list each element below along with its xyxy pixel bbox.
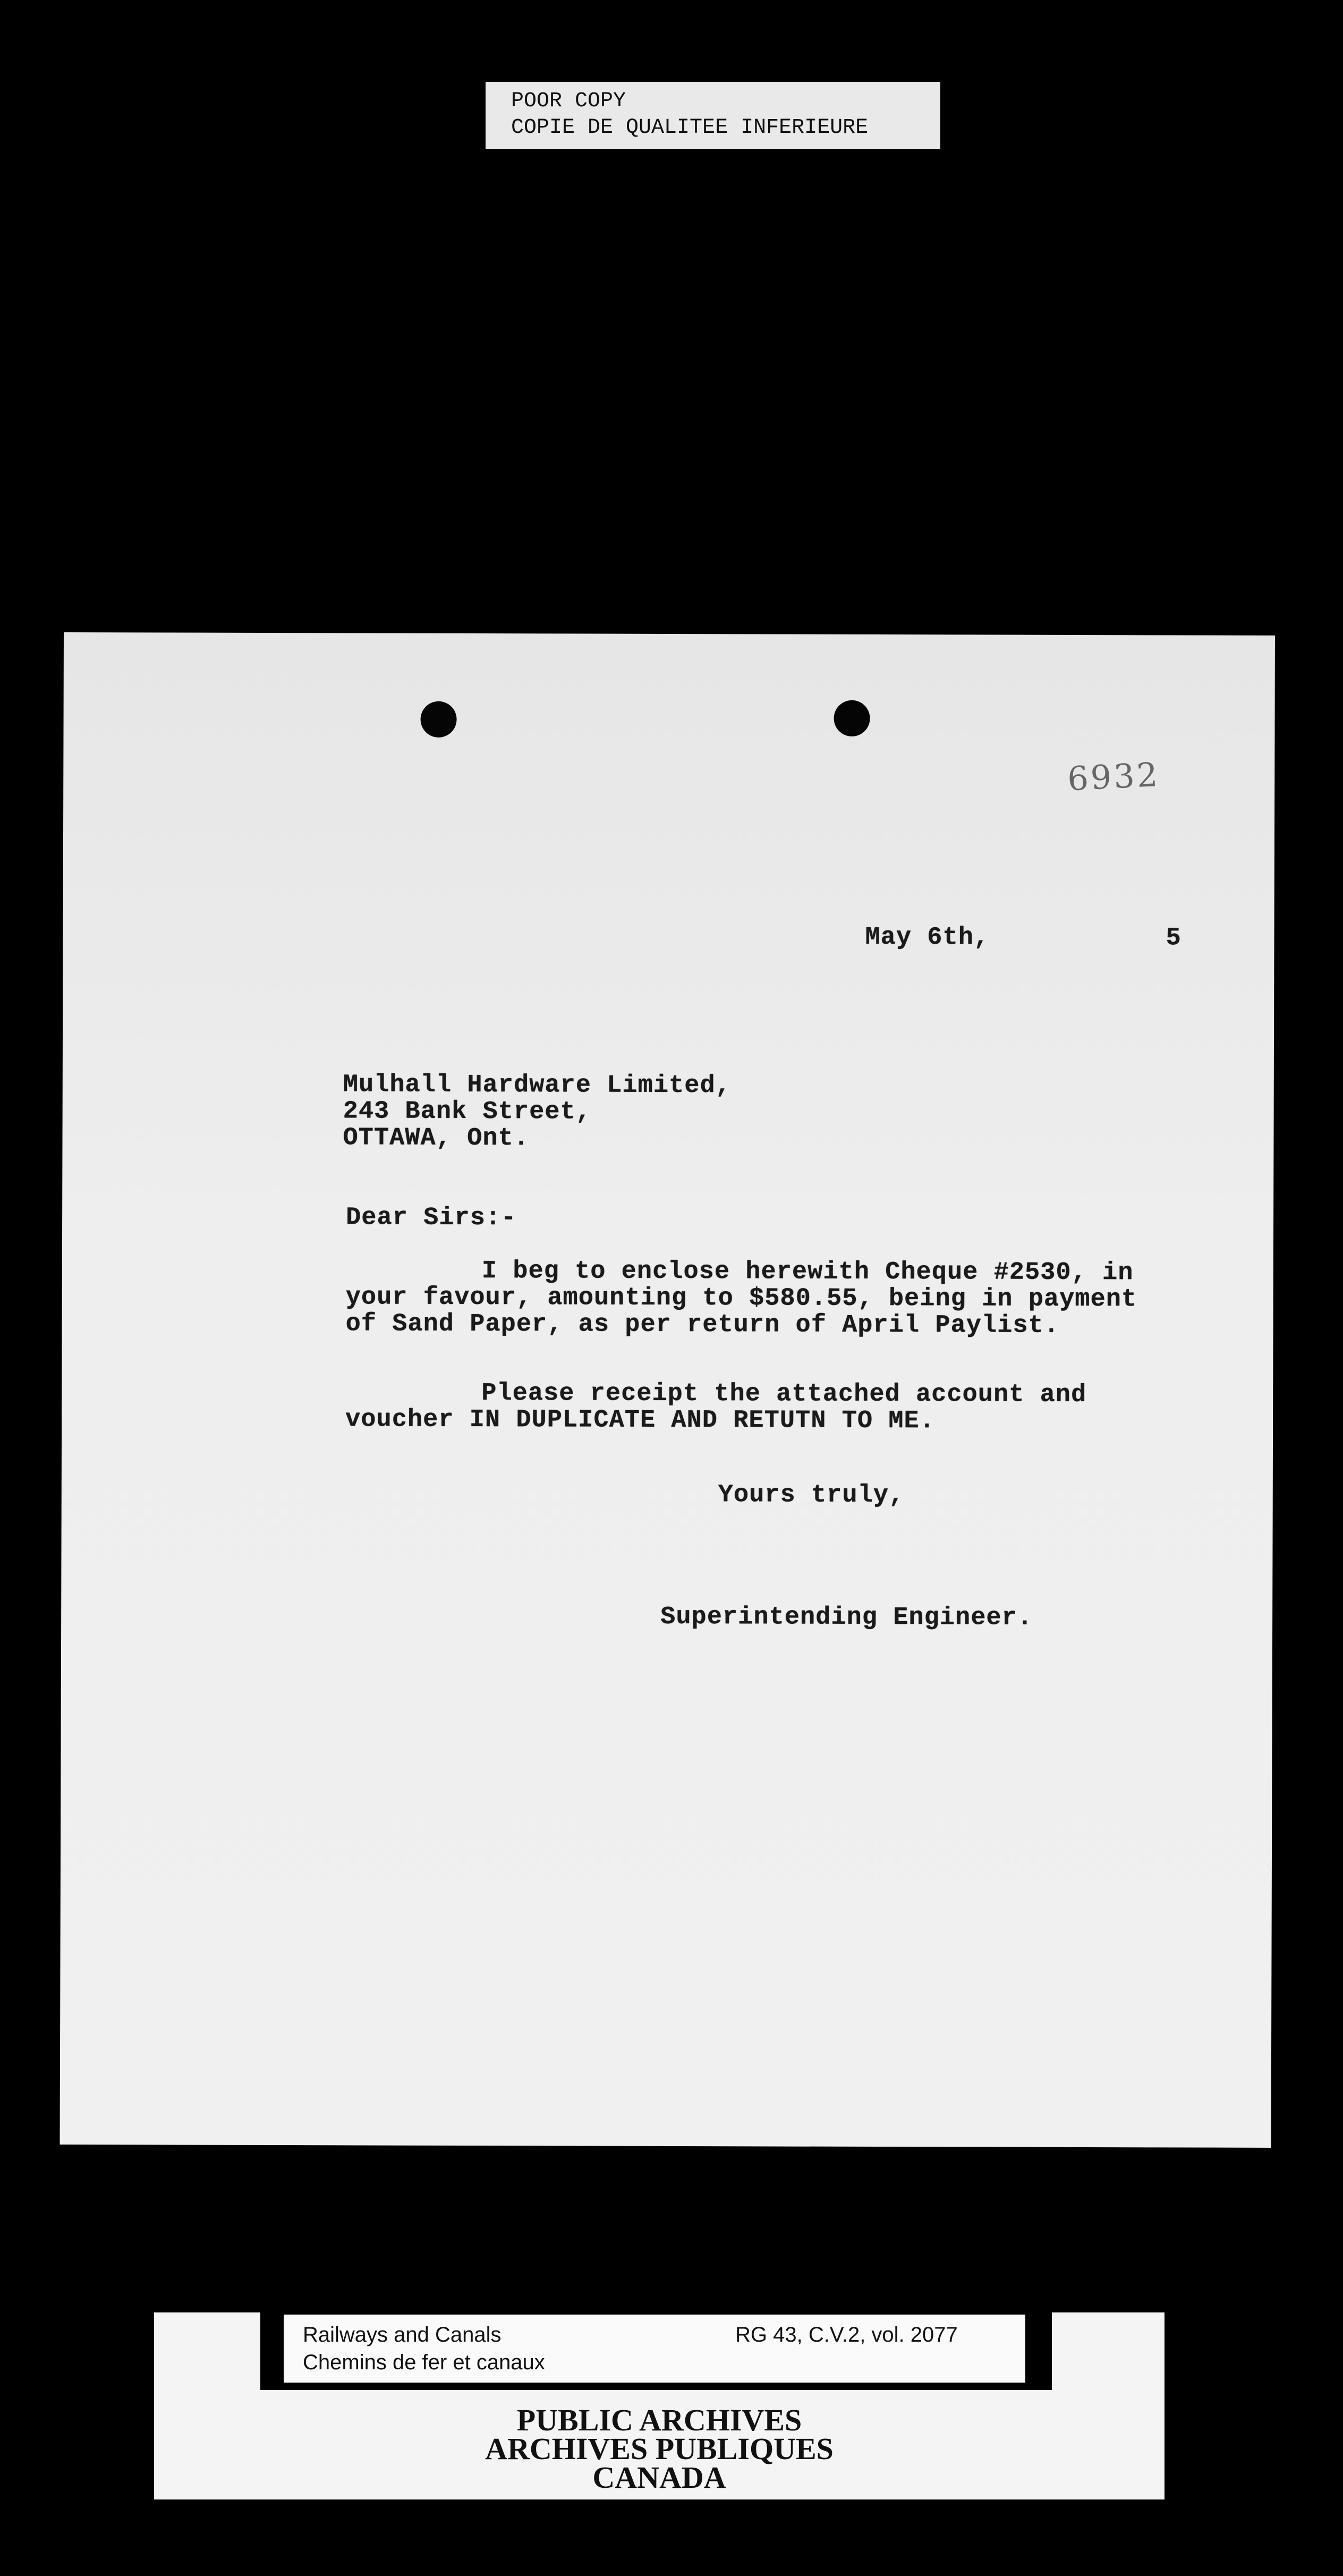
archives-title-fr: ARCHIVES PUBLIQUES: [485, 2431, 834, 2466]
archives-title-en: PUBLIC ARCHIVES: [516, 2403, 802, 2437]
paragraph1-line1: I beg to enclose herewith Cheque #2530, in: [481, 1257, 1134, 1287]
letter-sheet: [60, 632, 1275, 2148]
reference-strip: [260, 2312, 1052, 2390]
archive-reference-card: [154, 2312, 1164, 2499]
record-reference: RG 43, C.V.2, vol. 2077: [735, 2323, 958, 2346]
department-names: [303, 2321, 545, 2376]
punch-hole-left: [420, 701, 456, 738]
recipient-name: Mulhall Hardware Limited,: [343, 1071, 731, 1100]
archives-title: [154, 2403, 1164, 2495]
department-en: Railways and Canals: [303, 2323, 502, 2346]
department-fr: Chemins de fer et canaux: [303, 2351, 545, 2374]
recipient-street: 243 Bank Street,: [343, 1097, 591, 1126]
paragraph1-line2: your favour, amounting to $580.55, being in payment: [345, 1283, 1137, 1314]
paragraph1-line3: of Sand Paper, as per return of April Paylist.: [345, 1310, 1060, 1340]
paragraph2-line1: Please receipt the attached account and: [481, 1379, 1087, 1410]
folio-number: 6932: [1066, 755, 1161, 799]
reference-label: [284, 2315, 1025, 2383]
closing: Yours truly,: [718, 1481, 905, 1510]
poor-copy-notice: [486, 82, 940, 149]
paragraph2-line2: voucher IN DUPLICATE AND RETUTN TO ME.: [345, 1405, 935, 1436]
salutation: Dear Sirs:-: [346, 1204, 517, 1233]
recipient-city: OTTAWA, Ont.: [343, 1124, 530, 1153]
notice-line-en: POOR COPY: [511, 89, 626, 113]
page-marker: 5: [1166, 924, 1182, 953]
notice-line-fr: COPIE DE QUALITEE INFERIEURE: [511, 116, 869, 140]
archives-title-country: CANADA: [592, 2460, 726, 2495]
signature-title: Superintending Engineer.: [660, 1603, 1033, 1632]
punch-hole-right: [834, 700, 870, 736]
letter-date: May 6th,: [865, 923, 990, 952]
